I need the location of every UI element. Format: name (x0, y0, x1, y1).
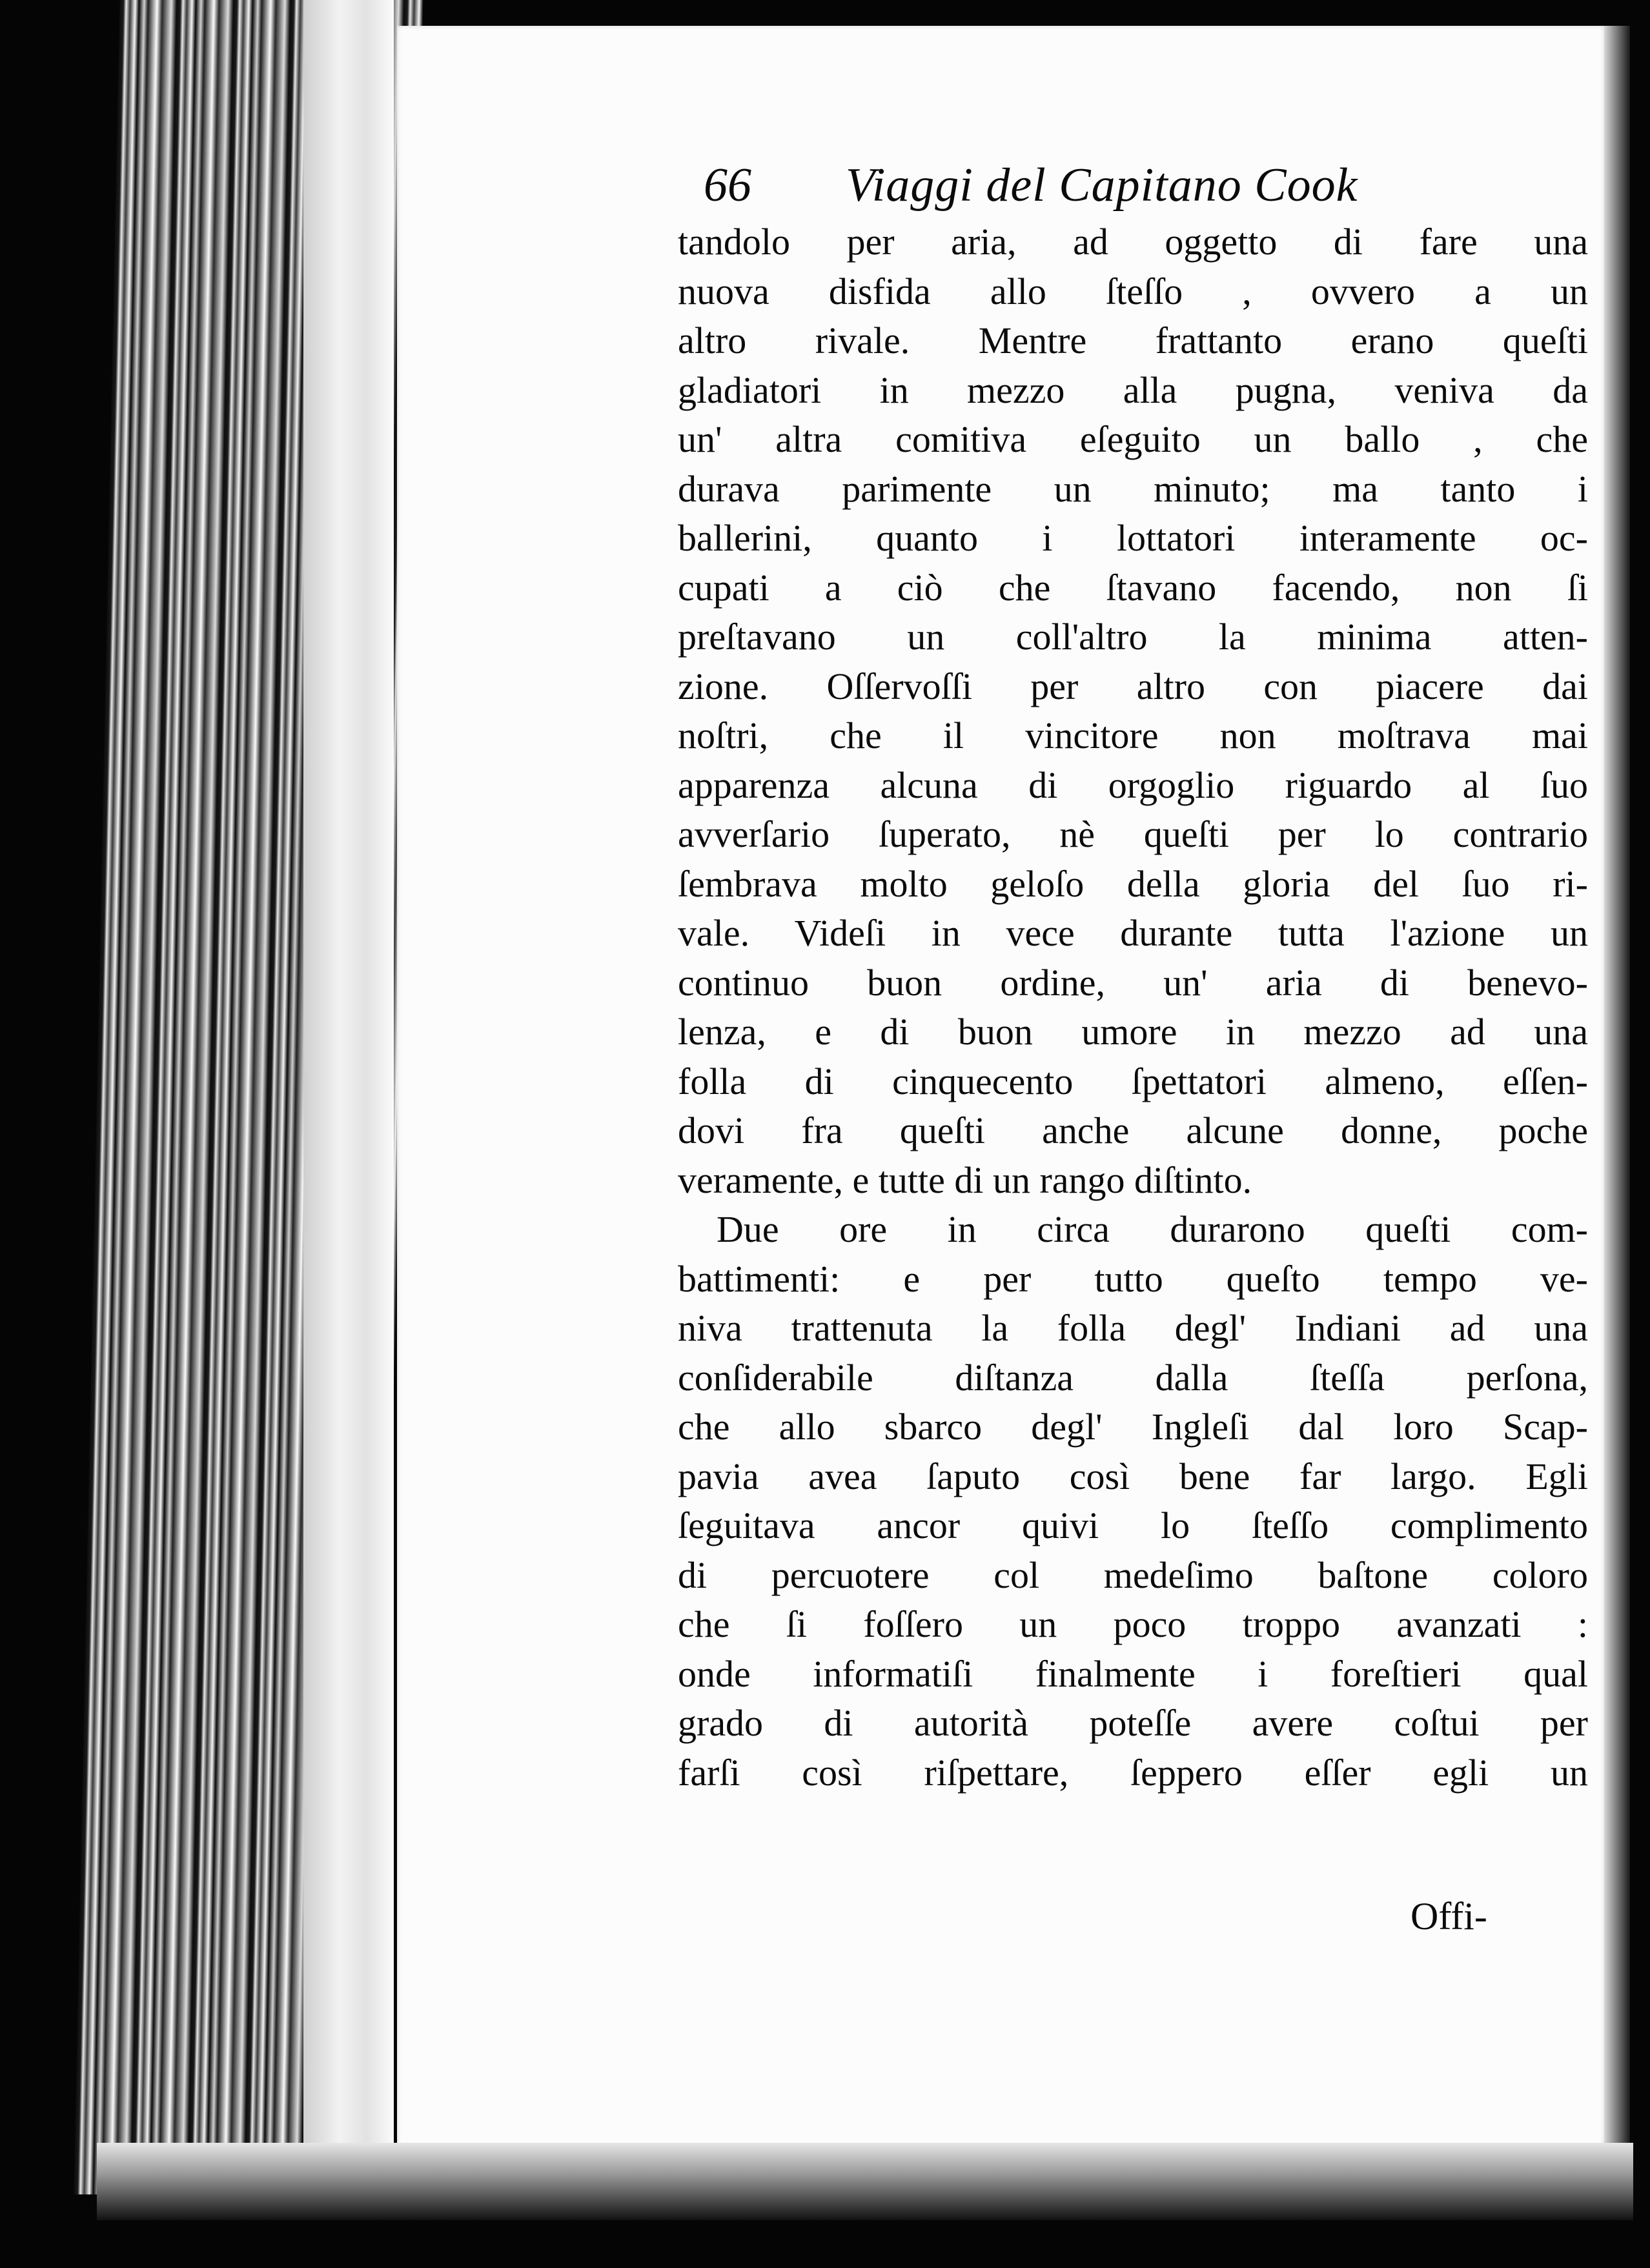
text-line: conſiderabile diſtanza dalla ſteſſa perſona, (678, 1356, 1588, 1399)
text-line: continuo buon ordine, un' aria di benevo- (678, 961, 1588, 1004)
text-line: che ſi foſſero un poco troppo avanzati : (678, 1603, 1588, 1645)
text-block (678, 158, 1588, 1797)
text-line: Due ore in circa durarono queſti com- (717, 1208, 1588, 1250)
text-line: altro rivale. Mentre frattanto erano queſti (678, 319, 1588, 361)
text-line: battimenti: e per tutto queſto tempo ve- (678, 1257, 1588, 1300)
text-line: lenza, e di buon umore in mezzo ad una (678, 1011, 1588, 1053)
text-line: niva trattenuta la folla degl' Indiani ad una (678, 1307, 1588, 1349)
text-line: farſi così riſpettare, ſeppero eſſer egli un (678, 1751, 1588, 1794)
text-line: di percuotere col medeſimo baſtone coloro (678, 1554, 1588, 1596)
text-line: che allo sbarco degl' Ingleſi dal loro Scap- (678, 1406, 1588, 1448)
page-number: 66 (704, 159, 751, 212)
text-line: zione. Oſſervoſſi per altro con piacere dai (678, 665, 1588, 707)
text-line: apparenza alcuna di orgoglio riguardo al ſuo (678, 764, 1588, 806)
text-line: ſembrava molto geloſo della gloria del ſuo ri- (678, 862, 1588, 905)
page-bottom-edge (97, 2143, 1633, 2220)
text-line: gladiatori in mezzo alla pugna, veniva da (678, 369, 1588, 411)
text-line: folla di cinquecento ſpettatori almeno, eſſen- (678, 1060, 1588, 1102)
running-head (678, 158, 1588, 218)
text-line: grado di autorità poteſſe avere coſtui per (678, 1702, 1588, 1744)
text-line: vale. Videſi in vece durante tutta l'azione un (678, 912, 1588, 954)
catchword: Offi- (1411, 1895, 1487, 1938)
text-line: onde informatiſi finalmente i foreſtieri qual (678, 1652, 1588, 1695)
text-line: un' altra comitiva eſeguito un ballo , che (678, 418, 1588, 460)
page-right-edge (1604, 26, 1630, 2182)
text-line: noſtri, che il vincitore non moſtrava mai (678, 714, 1588, 756)
page-stack-edge (303, 0, 394, 2182)
text-line: pavia avea ſaputo così bene far largo. Egli (678, 1455, 1588, 1497)
text-line: tandolo per aria, ad oggetto di fare una (678, 221, 1588, 263)
running-title: Viaggi del Capitano Cook (846, 159, 1358, 212)
body-text (678, 218, 1588, 1797)
text-line: cupati a ciò che ſtavano facendo, non ſi (678, 566, 1588, 609)
text-line: nuova disfida allo ſteſſo , ovvero a un (678, 270, 1588, 312)
text-line: avverſario ſuperato, nè queſti per lo contrario (678, 813, 1588, 855)
text-line: veramente, e tutte di un rango diſtinto. (678, 1159, 1252, 1201)
text-line: durava parimente un minuto; ma tanto i (678, 467, 1588, 510)
text-line: dovi fra queſti anche alcune donne, poche (678, 1109, 1588, 1151)
text-line: preſtavano un coll'altro la minima atten- (678, 616, 1588, 658)
text-line: ballerini, quanto i lottatori interamente oc- (678, 517, 1588, 559)
text-line: ſeguitava ancor quivi lo ſteſſo complimento (678, 1504, 1588, 1546)
